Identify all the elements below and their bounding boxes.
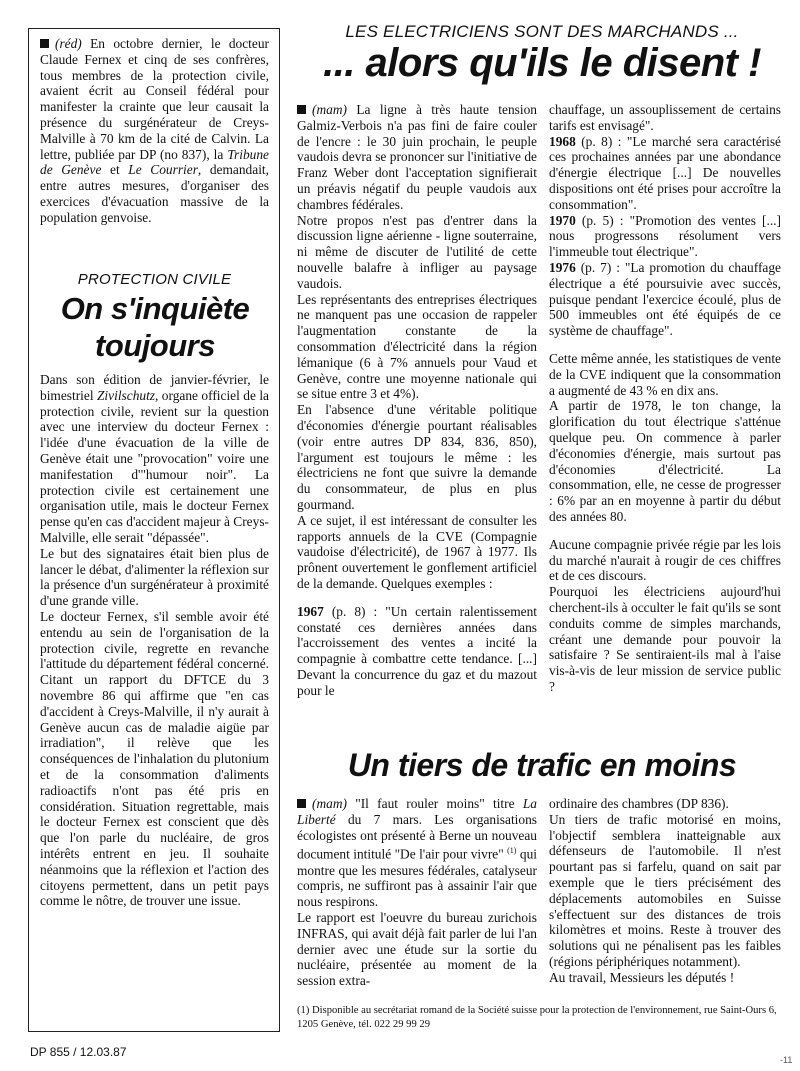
- sidebar-headline: On s'inquiète toujours: [60, 291, 250, 363]
- article1-column-2: chauffage, un assouplissement de certains tarifs est envisagé". 1968 (p. 8) : "Le marché sera caractérisé ces prochaines années par une abondance d'énergie électrique [...] De nouvelles dispositions ont été prises pour accroître la consommation". 1970 (p. 5) : "Promotion des ventes [...] nous progressons résolument vers l'immeuble tout électrique". 1976 (p. 7) : "La promotion du chauffage électrique a été poursuivie avec succès, puisque pendant l'exercice écoulé, plus de 500 immeubles ont été équipés de ce système de chauffage". Cette même année, les statistiques de vente de la CVE indiquent que la consommation a augmenté de 43 % en dix ans. A partir de 1978, le ton change, la glorification du tout électrique s'atténue quelque peu. On commence à parler d'économies d'énergie, mais surtout pas d'économies d'électricité. La consommation, elle, ne cesse de progresser : 6% par an en moyenne à partir du début des années 80. Aucune compagnie privée régie par les lois du marché n'aurait à rougir de ces chiffres et de ces discours. Pourquoi les électriciens aujourd'hui cherchent-ils à occulter le fait qu'ils se sont conduits comme de simples marchands, créant une demande pour pouvoir la satisfaire ? Se sentiraient-ils mal à l'aise vis-à-vis de leur mission de service public ?: [549, 102, 782, 694]
- sidebar-paragraph: Le docteur Fernex, s'il semble avoir été entendu au sein de l'organisation de la protection civile, regrette en revanche l'attitude du département fédéral concerné. Citant un rapport du DFTCE du 3 novembre 86 qui affirme que "en cas d'accident à Creys-Malville, il n'y aurait à Genève aucun cas de maladie aigüe par irradiation", il relève que les conséquences de l'inhalation du plutonium et de la consommation d'aliments radioactifs n'ont pas été pris en considération. Situation regrettable, mais le docteur Fernex est conscient que dès que l'on parle du nucléaire, de gros intérêts entrent en jeu. Il souhaite néanmoins que la réflexion et l'action des citoyens permettent, dans un petit pays comme le nôtre, de trouver une issue.: [40, 608, 269, 909]
- article2-footnote: (1) Disponible au secrétariat romand de la Société suisse pour la protection de l'environnement, rue Saint-Ours 6, 1205 Genève, tél. 022 29 99 29: [297, 1005, 777, 1030]
- article2-headline: Un tiers de trafic en moins: [347, 747, 737, 783]
- issue-footer: DP 855 / 12.03.87: [30, 1045, 127, 1059]
- sidebar-paragraph: Dans son édition de janvier-février, le bimestriel Zivilschutz, organe officiel de la protection civile, revient sur la question avec une interview du docteur Fernex : l'idée d'une évacuation de la ville de Genève était une "provocation" voire une manifestation d'"humour noir". La protection civile est certainement une organisation utile, mais le docteur Fernex pense qu'en cas d'accident majeur à Creys-Malville, elle serait "dépassée".: [40, 372, 269, 545]
- square-bullet-icon: [297, 105, 306, 114]
- article1-author: (mam): [312, 102, 347, 117]
- square-bullet-icon: [297, 799, 306, 808]
- sidebar-intro-author: (réd): [55, 36, 82, 51]
- article1-kicker: LES ELECTRICIENS SONT DES MARCHANDS ...: [345, 22, 739, 41]
- sidebar-paragraph: Le but des signataires était bien plus de lancer le débat, d'alimenter la réflexion sur la présence d'un surgénérateur à proximité d'une grande ville.: [40, 545, 269, 609]
- square-bullet-icon: [40, 39, 49, 48]
- sidebar-kicker: PROTECTION CIVILE: [77, 271, 232, 288]
- article2-author: (mam): [312, 796, 347, 811]
- sidebar-body: [40, 372, 269, 909]
- article1-headline: ... alors qu'ils le disent !: [323, 41, 761, 85]
- page-number: -11: [780, 1055, 793, 1065]
- article2-column-1: (mam) "Il faut rouler moins" titre La Liberté du 7 mars. Les organisations écologistes ont présenté à Berne un nouveau document intitulé "De l'air pour vivre" $^{(1)}$ qui montre que les mesures fédérales, catalyseur compris, ne suffiront pas à assainir l'air que nous respirons. Le rapport est l'oeuvre du bureau zurichois INFRAS, qui avait déjà fait parler de lui l'an dernier avec une étude sur la sortie du nucléaire, présentée au moment de la session extra-: [297, 796, 538, 989]
- article1-column-1: (mam) La ligne à très haute tension Galmiz-Verbois n'a pas fini de faire couler de l'encre : le 30 juin prochain, le peuple vaudois devra se prononcer sur l'initiative de Franz Weber dont l'acceptation signifierait un préavis négatif du peuple vaudois aux chambres fédérales. Notre propos n'est pas d'entrer dans la discussion ligne aérienne - ligne souterraine, ni même de discuter de l'utilité de cette nouvelle balafre à infliger au paysage vaudois. Les représentants des entreprises électriques ne manquent pas une occasion de rappeler l'augmentation constante de la consommation d'électricité dans la région lémanique (6 à 7% annuels pour Vaud et Genève, contre une moyenne nationale qui se situe entre 3 et 4%). En l'absence d'une véritable politique d'économies d'énergie pourtant réalisables (voir entre autres DP 834, 836, 850), l'argument est toujours le même : les électriciens ne font que suivre la demande du consommateur, de plus en plus gourmand. A ce sujet, il est intéressant de consulter les rapports annuels de la CVE (Compagnie vaudoise d'électricité), de 1967 à 1977. Ils prônent ouvertement le gonflement artificiel de la demande. Quelques exemples : 1967 (p. 8) : "Un certain ralentissement constaté ces dernières années dans l'accroissement des ventes a incité la compagnie à combattre cette tendance. [...] Devant la concurrence du gaz et du mazout pour le: [297, 102, 537, 698]
- article2-column-2: ordinaire des chambres (DP 836). Un tiers de trafic motorisé en moins, l'objectif semblera inatteignable aux défenseurs de l'automobile. Il n'est pourtant pas si farfelu, quand on sait par exemple que le tiers précisément des déplacements automobiles en Suisse s'effectuent sur des distances de trois kilomètres et moins. Reste à trouver des solutions qui ne pénalisent pas les faibles (régions périphériques notamment). Au travail, Messieurs les députés !: [549, 796, 781, 985]
- sidebar-intro: (réd) En octobre dernier, le docteur Claude Fernex et cinq de ses confrères, tous membres de la protection civile, avaient écrit au Conseil fédéral pour manifester la crainte que leur causait la présence du surgénérateur de Creys-Malville à 70 km de la cité de Calvin. La lettre, publiée par DP (no 837), la Tribune de Genève et Le Courrier, demandait, entre autres mesures, d'organiser des exercices d'évacuation massive de la population genvoise.: [40, 36, 269, 225]
